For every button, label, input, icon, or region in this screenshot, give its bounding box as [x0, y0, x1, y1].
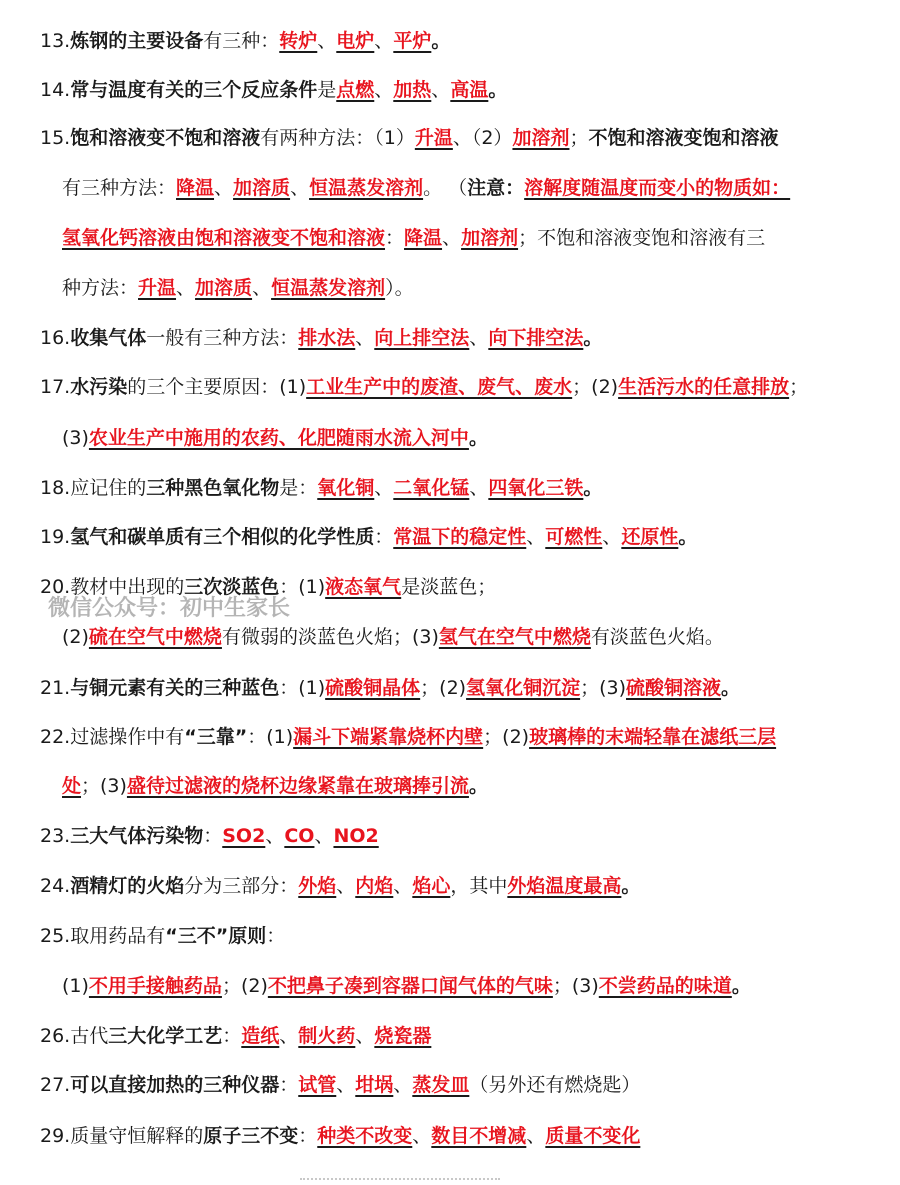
keyword-text: 。	[621, 875, 641, 897]
answer-text: 常温下的稳定性	[393, 526, 527, 548]
answer-text: 蒸发皿	[412, 1074, 470, 1096]
keyword-text: 。	[583, 477, 603, 499]
answer-text: 升温	[414, 127, 453, 149]
answer-text: 平炉	[393, 30, 432, 52]
answer-text: 溶解度随温度而变小的物质如：	[524, 177, 791, 199]
body-text: 一般有三种方法：	[146, 327, 299, 349]
item-19	[0, 517, 900, 557]
answer-text: 二氧化锰	[393, 477, 470, 499]
item-25-line1	[0, 916, 900, 956]
item-27	[0, 1065, 900, 1105]
body-text: 应记住的	[70, 477, 147, 499]
body-text: 种方法：	[62, 277, 139, 299]
answer-text: 坩埚	[355, 1074, 394, 1096]
body-text: 18.	[40, 477, 71, 499]
body-text: 、	[526, 526, 546, 548]
keyword-text: 与铜元素有关的三种蓝色	[70, 677, 280, 699]
keyword-text: 。	[468, 427, 488, 449]
keyword-text: 收集气体	[70, 327, 147, 349]
body-text: 、	[290, 177, 310, 199]
answer-text: 硫酸铜溶液	[626, 677, 722, 699]
body-text: 有三种方法：	[62, 177, 177, 199]
keyword-text: 原子三不变	[203, 1125, 299, 1147]
answer-text: 内焰	[355, 875, 394, 897]
answer-text: 升温	[138, 277, 177, 299]
body-text: 、	[355, 327, 375, 349]
keyword-text: 炼钢的主要设备	[70, 30, 204, 52]
answer-text: 降温	[176, 177, 215, 199]
answer-text: 外焰温度最高	[507, 875, 622, 897]
body-text: 古代	[70, 1025, 109, 1047]
answer-text: 电炉	[336, 30, 375, 52]
body-text: 、	[412, 1125, 432, 1147]
body-text: ：	[298, 1125, 318, 1147]
body-text: 是：	[279, 477, 318, 499]
body-text: 、	[431, 79, 451, 101]
answer-text: NO2	[333, 825, 379, 847]
body-text: ；(3)	[580, 677, 627, 699]
body-text: ：(1)	[247, 726, 294, 748]
keyword-text: 氢气和碳单质有三个相似的化学性质	[70, 526, 375, 548]
item-21	[0, 668, 900, 708]
item-15-line4	[0, 268, 900, 308]
body-text: 13.	[40, 30, 71, 52]
body-text: 是	[317, 79, 337, 101]
body-text: 、	[336, 1074, 356, 1096]
keyword-text: 水污染	[70, 376, 128, 398]
item-22-line2	[0, 766, 900, 806]
body-text: 。 （	[423, 177, 468, 199]
body-text: 、	[374, 30, 394, 52]
body-text: 质量守恒解释的	[70, 1125, 204, 1147]
answer-text: 加溶剂	[461, 227, 519, 249]
answer-text: 向上排空法	[374, 327, 470, 349]
answer-text: 向下排空法	[488, 327, 584, 349]
body-text: (1)	[62, 975, 89, 997]
body-text: 、	[526, 1125, 546, 1147]
body-text: 23.	[40, 825, 71, 847]
keyword-text: 可以直接加热的三种仪器	[70, 1074, 280, 1096]
item-17-line1	[0, 367, 900, 407]
body-text: ：	[279, 1074, 299, 1096]
keyword-text: “三不”原则	[165, 925, 267, 947]
body-text: ；(2)	[483, 726, 530, 748]
keyword-text: 常与温度有关的三个反应条件	[70, 79, 318, 101]
body-text: 、	[252, 277, 272, 299]
answer-text: 质量不变化	[545, 1125, 641, 1147]
item-13	[0, 21, 900, 61]
body-text: ；(2)	[221, 975, 268, 997]
answer-text: 氢氧化钙溶液由饱和溶液变不饱和溶液	[62, 227, 386, 249]
body-text: 、	[374, 477, 394, 499]
body-text: （另外还有燃烧匙）	[469, 1074, 641, 1096]
body-text: 、	[469, 327, 489, 349]
item-17-line2	[0, 418, 900, 458]
answer-text: 不用手接触药品	[88, 975, 222, 997]
body-text: 24.	[40, 875, 71, 897]
body-text: 29.	[40, 1125, 71, 1147]
body-text: 、	[442, 227, 462, 249]
answer-text: 数目不增减	[431, 1125, 527, 1147]
answer-text: 农业生产中施用的农药、化肥随雨水流入河中	[88, 427, 469, 449]
keyword-text: 三大化学工艺	[108, 1025, 223, 1047]
item-15-line3	[0, 218, 900, 258]
body-text: 教材中出现的	[70, 576, 185, 598]
item-29	[0, 1116, 900, 1156]
item-22-line1	[0, 717, 900, 757]
answer-text: 不把鼻子凑到容器口闻气体的气味	[267, 975, 553, 997]
body-text: 16.	[40, 327, 71, 349]
item-15-line1	[0, 118, 900, 158]
body-text: 、	[214, 177, 234, 199]
item-26	[0, 1016, 900, 1056]
keyword-text: 。	[678, 526, 698, 548]
body-text: 、	[336, 875, 356, 897]
answer-text: 可燃性	[545, 526, 603, 548]
body-text: 14.	[40, 79, 71, 101]
keyword-text: 三种黑色氧化物	[146, 477, 280, 499]
body-text: ：(1)	[279, 677, 326, 699]
watermark-text: 微信公众号：初中生家长	[48, 596, 291, 621]
body-text: ：	[266, 925, 286, 947]
body-text: 、	[176, 277, 196, 299]
body-text: 、	[393, 1074, 413, 1096]
body-text: 、	[279, 1025, 299, 1047]
answer-text: 制火药	[298, 1025, 356, 1047]
body-text: ：	[385, 227, 405, 249]
keyword-text: 三大气体污染物	[70, 825, 204, 847]
keyword-text: 注意：	[467, 177, 525, 199]
body-text: 有淡蓝色火焰。	[590, 626, 724, 648]
answer-text: CO	[284, 825, 315, 847]
answer-text: 四氧化三铁	[488, 477, 584, 499]
answer-text: 降温	[404, 227, 443, 249]
body-text: 25.	[40, 925, 71, 947]
answer-text: 工业生产中的废渣、废气、废水	[306, 376, 573, 398]
keyword-text: 。	[583, 327, 603, 349]
body-text: 有三种：	[203, 30, 280, 52]
body-text: ：	[222, 1025, 242, 1047]
answer-text: 还原性	[621, 526, 679, 548]
answer-text: 不尝药品的味道	[598, 975, 732, 997]
body-text: 有微弱的淡蓝色火焰；(3)	[221, 626, 439, 648]
answer-text: 外焰	[298, 875, 337, 897]
body-text: 、	[355, 1025, 375, 1047]
item-25-line2	[0, 966, 900, 1006]
body-text: 20.	[40, 576, 71, 598]
answer-text: 氢气在空气中燃烧	[438, 626, 591, 648]
keyword-text: 。	[731, 975, 751, 997]
item-15-line2	[0, 168, 900, 208]
body-text: (2)	[62, 626, 89, 648]
body-text: ；不饱和溶液变饱和溶液有三	[518, 227, 766, 249]
answer-text: 加溶质	[195, 277, 253, 299]
body-text: (3)	[62, 427, 89, 449]
body-text: 、	[265, 825, 285, 847]
body-text: 、	[469, 477, 489, 499]
body-text: ；(3)	[81, 775, 127, 797]
answer-text: 种类不改变	[317, 1125, 413, 1147]
answer-text: 转炉	[279, 30, 318, 52]
body-text: ：(1)	[279, 576, 326, 598]
answer-text: 盛待过滤液的烧杯边缘紧靠在玻璃捧引流	[126, 775, 469, 797]
body-text: ；(2)	[572, 376, 619, 398]
answer-text: 硫酸铜晶体	[325, 677, 421, 699]
answer-text: 氢氧化铜沉淀	[466, 677, 581, 699]
body-text: 、（2）	[452, 127, 513, 149]
answer-text: 加溶质	[233, 177, 291, 199]
keyword-text: 。	[721, 677, 741, 699]
answer-text: 处	[62, 775, 82, 797]
item-14	[0, 70, 900, 110]
answer-text: 玻璃棒的末端轻靠在滤纸三层	[529, 726, 777, 748]
answer-text: 恒温蒸发溶剂	[309, 177, 424, 199]
keyword-text: 酒精灯的火焰	[70, 875, 185, 897]
answer-text: 试管	[298, 1074, 337, 1096]
body-text: 27.	[40, 1074, 71, 1096]
keyword-text: 。	[468, 775, 488, 797]
body-text: 19.	[40, 526, 71, 548]
body-text: ）。	[385, 277, 414, 299]
body-text: 取用药品有	[70, 925, 166, 947]
body-text: 分为三部分：	[184, 875, 299, 897]
answer-text: 焰心	[412, 875, 451, 897]
keyword-text: 不饱和溶液变饱和溶液	[588, 127, 779, 149]
answer-text: 加热	[393, 79, 432, 101]
answer-text: 硫在空气中燃烧	[88, 626, 222, 648]
answer-text: 高温	[450, 79, 489, 101]
body-text: ：	[203, 825, 223, 847]
answer-text: 生活污水的任意排放	[618, 376, 790, 398]
keyword-text: 三次淡蓝色	[184, 576, 280, 598]
body-text: 、	[602, 526, 622, 548]
body-text: ，其中	[450, 875, 508, 897]
body-text: 的三个主要原因：(1)	[127, 376, 307, 398]
body-text: 、	[314, 825, 334, 847]
keyword-text: “三靠”	[184, 726, 248, 748]
answer-text: 恒温蒸发溶剂	[271, 277, 386, 299]
answer-text: 造纸	[241, 1025, 280, 1047]
body-text: ：	[374, 526, 394, 548]
body-text: 有两种方法：（1）	[260, 127, 415, 149]
answer-text: SO2	[222, 825, 266, 847]
item-23	[0, 816, 900, 856]
body-text: 26.	[40, 1025, 71, 1047]
keyword-text: 。	[488, 79, 508, 101]
body-text: 是淡蓝色；	[401, 576, 497, 598]
body-text: 21.	[40, 677, 71, 699]
body-text: 15.	[40, 127, 71, 149]
answer-text: 排水法	[298, 327, 356, 349]
body-text: ；	[569, 127, 589, 149]
answer-text: 加溶剂	[512, 127, 570, 149]
body-text: 、	[317, 30, 337, 52]
answer-text: 点燃	[336, 79, 375, 101]
body-text: ；(3)	[552, 975, 599, 997]
body-text: 22.	[40, 726, 71, 748]
answer-text: 液态氧气	[325, 576, 402, 598]
body-text: ；(2)	[420, 677, 467, 699]
answer-text: 氧化铜	[317, 477, 375, 499]
item-16	[0, 318, 900, 358]
keyword-text: 饱和溶液变不饱和溶液	[70, 127, 261, 149]
body-text: 、	[374, 79, 394, 101]
cut-off-footer-line	[300, 1172, 560, 1185]
keyword-text: 。	[431, 30, 451, 52]
item-18	[0, 468, 900, 508]
body-text: ；	[789, 376, 809, 398]
body-text: 过滤操作中有	[70, 726, 185, 748]
answer-text: 漏斗下端紧靠烧杯内壁	[293, 726, 484, 748]
body-text: 17.	[40, 376, 71, 398]
item-24	[0, 866, 900, 906]
answer-text: 烧瓷器	[374, 1025, 432, 1047]
body-text: 、	[393, 875, 413, 897]
